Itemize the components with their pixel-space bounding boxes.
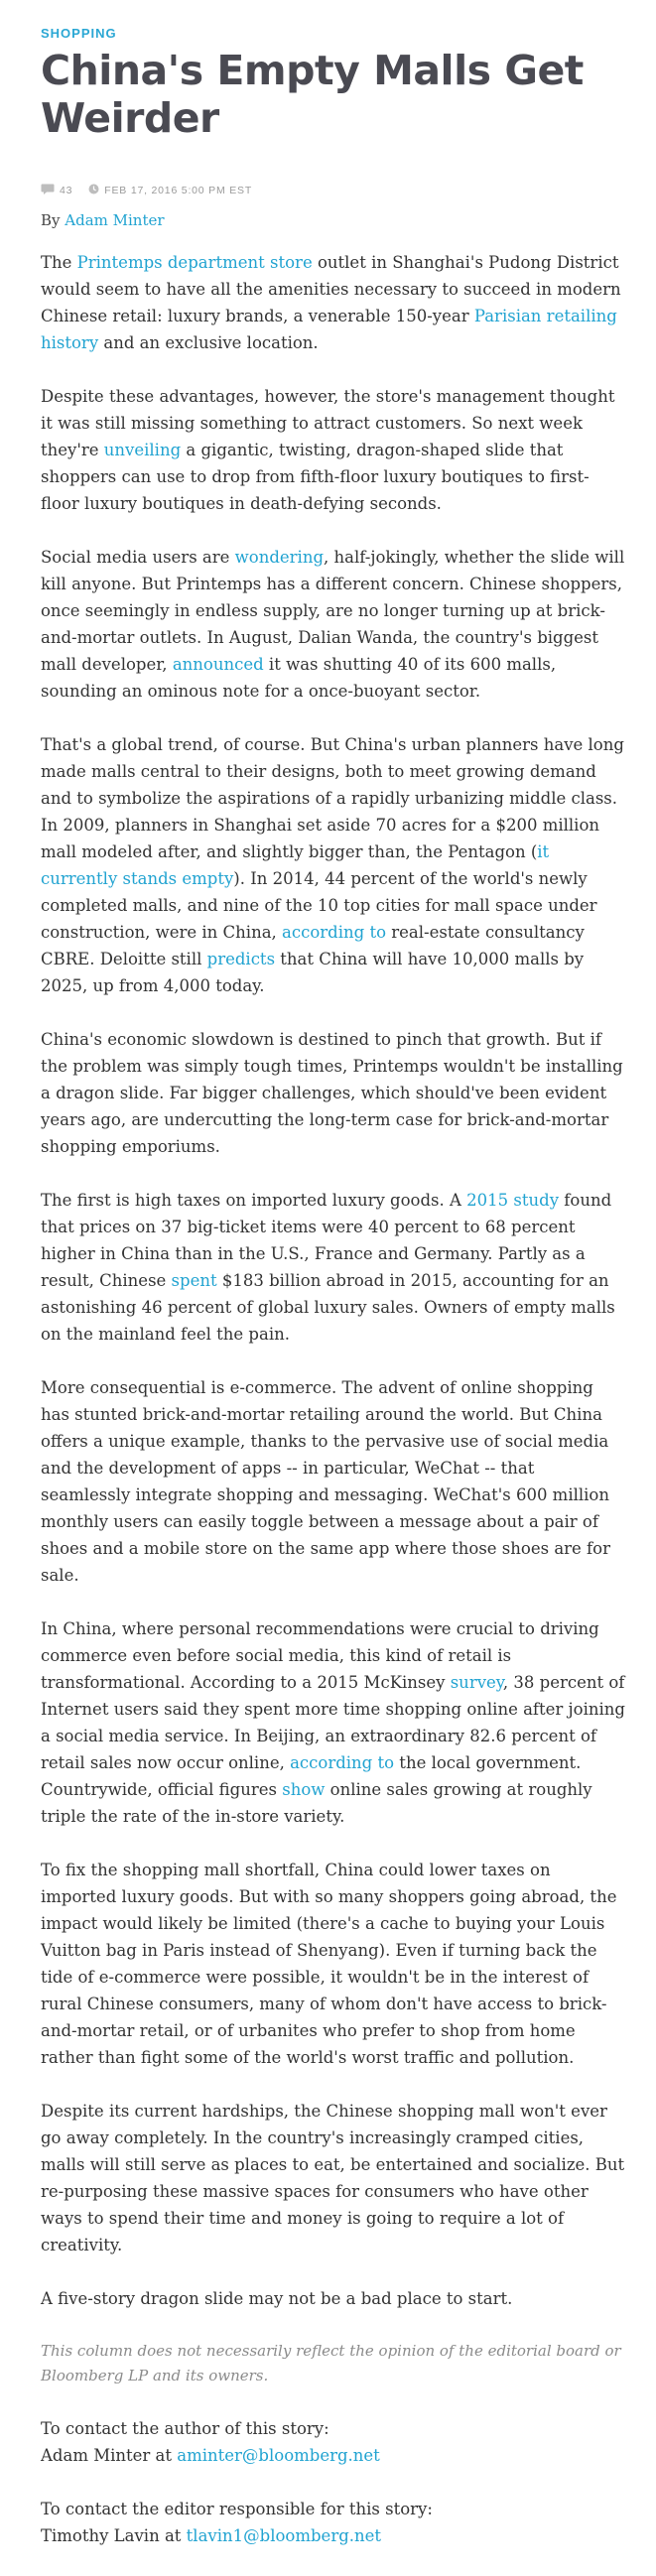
inline-link[interactable]: according to [282,923,387,942]
paragraph [41,731,626,999]
article-meta [41,184,626,197]
paragraph-text: Despite these advantages, however, the store's management thought it was still missing something to attract customers. So next week they're [41,387,615,459]
paragraph-text: The first is high taxes on imported luxury goods. A [41,1191,467,1210]
article-body [41,249,626,2549]
paragraph [41,1374,626,1589]
byline-prefix: By [41,211,61,229]
author-contact-name: Adam Minter at [41,2446,178,2465]
paragraph-text: a gigantic, twisting, dragon-shaped slide that shoppers can use to drop from fifth-floor luxury boutiques to first-floor luxury boutiques in death-defying seconds. [41,441,590,513]
paragraph-text: real-estate consultancy CBRE. Deloitte still [41,923,585,968]
paragraph-text: it was shutting 40 of its 600 malls, sounding an ominous note for a once-buoyant sector. [41,655,557,701]
paragraph-text: Despite its current hardships, the Chinese shopping mall won't ever go away completely. In the country's increasingly cramped cities, malls will still serve as places to eat, be entertained and socialize. But re-purposing these massive spaces for consumers who have other ways to spend their time and money is going to require a lot of creativity. [41,2102,625,2254]
inline-link[interactable]: 2015 study [466,1191,560,1210]
author-link[interactable]: Adam Minter [65,211,165,229]
editor-contact-name: Timothy Lavin at [41,2526,187,2545]
paragraph-text: That's a global trend, of course. But China's urban planners have long made malls central to their designs, both to meet growing demand and to symbolize the aspirations of a rapidly urbanizing middle class. In 2009, planners in Shanghai set aside 70 acres for a $200 million mall modeled after, and slightly bigger than, the Pentagon ( [41,735,624,861]
paragraph-text: To fix the shopping mall shortfall, China could lower taxes on imported luxury goods. But with so many shoppers going abroad, the impact would likely be limited (there's a cache to buying your Louis Vuitton bag in Paris instead of Shenyang). Even if turning back the tide of e-commerce were possible, it wouldn't be in the interest of rural Chinese consumers, many of whom don't have access to brick-and-mortar retail, or of urbanites who prefer to shop from home rather than fight some of the world's worst traffic and pollution. [41,1861,617,2067]
paragraph-text: Social media users are [41,548,235,567]
paragraph-text: In China, where personal recommendations were crucial to driving commerce even before social media, this kind of retail is transformational. According to a 2015 McKinsey [41,1619,599,1692]
paragraph-text: , half-jokingly, whether the slide will kill anyone. But Printemps has a different concern. Chinese shoppers, once seemingly in endless supply, are no longer turning up at brick-and-mortar outlets. In August, Dalian Wanda, the country's biggest mall developer, [41,548,625,674]
comment-count[interactable]: 43 [60,185,73,196]
paragraph [41,544,626,705]
inline-link[interactable]: it currently stands empty [41,842,550,888]
article [41,0,626,2576]
inline-link[interactable]: survey [450,1673,503,1692]
paragraph [41,383,626,517]
paragraph-text: and an exclusive location. [98,333,319,352]
inline-link[interactable]: according to [290,1753,395,1772]
comment-icon[interactable] [41,184,55,197]
paragraph [41,2285,626,2312]
paragraph [41,1857,626,2071]
paragraph-text: More consequential is e-commerce. The advent of online shopping has stunted brick-and-mortar retailing around the world. But China offers a unique example, thanks to the pervasive use of social media and the development of apps -- in particular, WeChat -- that seamlessly integrate shopping and messaging. WeChat's 600 million monthly users can easily toggle between a message about a pair of shoes and a mobile store on the same app where those shoes are for sale. [41,1378,610,1585]
inline-link[interactable]: unveiling [103,441,182,459]
editor-contact [41,2496,626,2549]
paragraph [41,1187,626,1348]
paragraph [41,249,626,356]
inline-link[interactable]: spent [171,1271,217,1290]
paragraph-text: China's economic slowdown is destined to pinch that growth. But if the problem was simply tough times, Printemps wouldn't be installing a dragon slide. Far bigger challenges, which should've been evident years ago, are undercutting the long-term case for brick-and-mortar shopping emporiums. [41,1030,623,1156]
author-email-link[interactable]: aminter@bloomberg.net [177,2446,380,2465]
paragraph-text: ). In 2014, 44 percent of the world's newly completed malls, and nine of the 10 top cities for mall space under construction, were in China, [41,869,597,942]
inline-link[interactable]: show [282,1780,326,1799]
inline-link[interactable]: announced [172,655,264,674]
paragraph-text: that China will have 10,000 malls by 2025, up from 4,000 today. [41,950,585,995]
inline-link[interactable]: predicts [206,950,276,968]
disclaimer: This column does not necessarily reflect the opinion of the editorial board or Bloomberg LP and its owners. [41,2342,621,2384]
paragraph-text: found that prices on 37 big-ticket items were 40 percent to 68 percent higher in China than in the U.S., France and Germany. Partly as a result, Chinese [41,1191,612,1290]
paragraph-text: outlet in Shanghai's Pudong District would seem to have all the amenities necessary to succeed in modern Chinese retail: luxury brands, a venerable 150-year [41,253,621,325]
paragraph-text: A five-story dragon slide may not be a bad place to start. [41,2289,513,2308]
inline-link[interactable]: Parisian retailing history [41,307,617,352]
publish-date: FEB 17, 2016 5:00 PM EST [104,185,253,196]
author-contact-heading: To contact the author of this story: [41,2419,329,2438]
paragraph-text: $183 billion abroad in 2015, accounting for an astonishing 46 percent of global luxury sales. Owners of empty malls on the mainland feel the pain. [41,1271,615,1344]
clock-icon [88,184,99,197]
editor-contact-heading: To contact the editor responsible for this story: [41,2500,433,2518]
inline-link[interactable]: wondering [234,548,325,567]
paragraph [41,1026,626,1160]
editor-email-link[interactable]: tlavin1@bloomberg.net [186,2526,382,2545]
author-contact [41,2415,626,2469]
paragraph-text: The [41,253,77,272]
paragraph [41,2098,626,2258]
paragraph-text: online sales growing at roughly triple the rate of the in-store variety. [41,1780,592,1826]
paragraph-text: the local government. Countrywide, official figures [41,1753,582,1799]
byline [41,211,626,229]
headline: China's Empty Malls Get Weirder [41,47,584,142]
paragraph-text: , 38 percent of Internet users said they spent more time shopping online after joining a social media service. In Beijing, an extraordinary 82.6 percent of retail sales now occur online, [41,1673,625,1772]
section-label[interactable]: SHOPPING [41,26,117,41]
paragraph [41,1615,626,1830]
inline-link[interactable]: Printemps department store [76,253,313,272]
